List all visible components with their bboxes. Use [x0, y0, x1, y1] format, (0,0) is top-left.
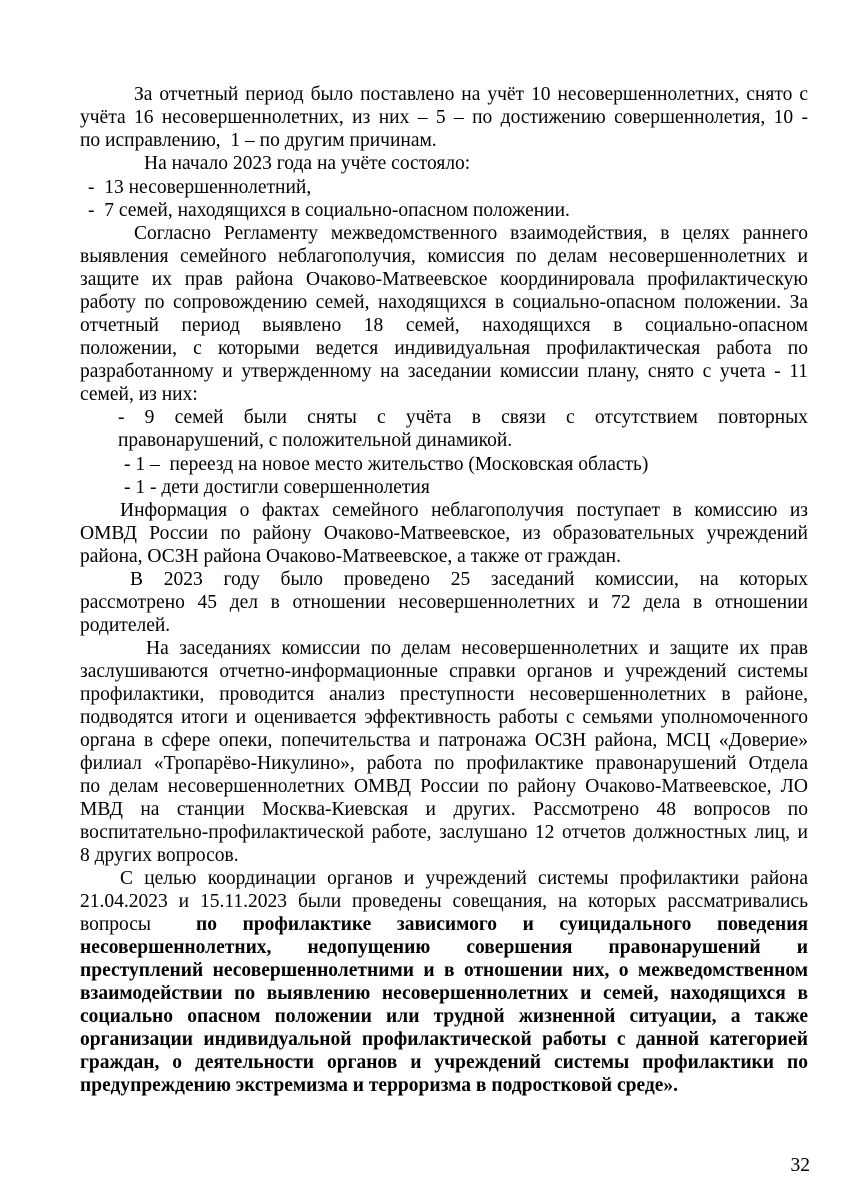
- text-line: заслушиваются отчетно-информационные справки органов и учреждений системы: [80, 661, 808, 682]
- text-line: учёта 16 несовершеннолетних, из них – 5 – по достижению совершеннолетия, 10 -: [80, 107, 808, 128]
- text-line: выявления семейного неблагополучия, комиссия по делам несовершеннолетних и: [80, 246, 808, 267]
- list-item: - 9 семей были сняты с учёта в связи с отсутствием повторных: [118, 407, 808, 428]
- text-line: МВД на станции Москва-Киевская и других. Рассмотрено 48 вопросов по: [80, 799, 808, 820]
- text-line: На заседаниях комиссии по делам несовершеннолетних и защите их прав: [146, 638, 808, 659]
- bold-text-line: по профилактике зависимого и суицидального поведения: [196, 914, 808, 935]
- text-line: Согласно Регламенту межведомственного взаимодействия, в целях раннего: [134, 223, 808, 244]
- text-line: района, ОСЗН района Очаково-Матвеевское, а также от граждан.: [80, 546, 621, 567]
- bold-text-line: предупреждению экстремизма и терроризма в подростковой среде».: [80, 1075, 678, 1096]
- bold-text-line: граждан, о деятельности органов и учреждений системы профилактики по: [80, 1052, 808, 1073]
- text-line: по делам несовершеннолетних ОМВД России по району Очаково-Матвеевское, ЛО: [80, 776, 808, 797]
- text-line: работу по сопровождению семей, находящихся в социально-опасном положении. За: [80, 292, 808, 313]
- text-line: положении, с которыми ведется индивидуальная профилактическая работа по: [80, 338, 808, 359]
- text-line: рассмотрено 45 дел в отношении несовершеннолетних и 72 дела в отношении: [80, 592, 808, 613]
- text-line: отчетный период выявлено 18 семей, находящихся в социально-опасном: [80, 315, 808, 336]
- list-item: - 1 – переезд на новое место жительство (Московская область): [124, 454, 649, 475]
- text-line: За отчетный период было поставлено на учёт 10 несовершеннолетних, снято с: [134, 84, 808, 105]
- text-line: вопросы: [80, 914, 152, 935]
- text-line: В 2023 году было проведено 25 заседаний комиссии, на которых: [130, 569, 808, 590]
- list-item: - 7 семей, находящихся в социально-опасном положении.: [88, 200, 570, 221]
- bold-text-line: социально опасном положении или трудной жизненной ситуации, а также: [80, 1006, 808, 1027]
- text-line: по исправлению, 1 – по другим причинам.: [80, 130, 437, 151]
- text-line: филиал «Тропарёво-Никулино», работа по профилактике правонарушений Отдела: [80, 753, 808, 774]
- text-line: воспитательно-профилактической работе, заслушано 12 отчетов должностных лиц, и: [80, 822, 808, 843]
- text-line: защите их прав района Очаково-Матвеевское координировала профилактическую: [80, 269, 808, 290]
- text-line: органа в сфере опеки, попечительства и патронажа ОСЗН района, МСЦ «Доверие»: [80, 730, 808, 751]
- text-line: 8 других вопросов.: [80, 845, 239, 866]
- bold-text-line: преступлений несовершеннолетними и в отношении них, о межведомственном: [80, 960, 808, 981]
- bold-text-line: несовершеннолетних, недопущению совершения правонарушений и: [80, 937, 808, 958]
- bold-text-line: организации индивидуальной профилактической работы с данной категорией: [80, 1029, 808, 1050]
- text-line: профилактики, проводится анализ преступности несовершеннолетних в районе,: [80, 684, 808, 705]
- text-line: семей, из них:: [80, 384, 198, 405]
- text-line: подводятся итоги и оценивается эффективность работы с семьями уполномоченного: [80, 707, 808, 728]
- page-number: 32: [790, 1155, 810, 1176]
- text-line: Информация о фактах семейного неблагополучия поступает в комиссию из: [120, 500, 808, 521]
- text-line: разработанному и утвержденному на заседании комиссии плану, снято с учета - 11: [80, 361, 808, 382]
- bold-text-line: взаимодействии по выявлению несовершеннолетних и семей, находящихся в: [80, 983, 808, 1004]
- text-line: На начало 2023 года на учёте состояло:: [144, 153, 471, 174]
- list-item: правонарушений, с положительной динамикой.: [118, 430, 513, 451]
- text-line: родителей.: [80, 615, 171, 636]
- list-item: - 13 несовершеннолетний,: [88, 177, 312, 198]
- list-item: - 1 - дети достигли совершеннолетия: [124, 477, 430, 498]
- text-line: 21.04.2023 и 15.11.2023 были проведены совещания, на которых рассматривались: [80, 891, 808, 912]
- text-line: С целью координации органов и учреждений системы профилактики района: [120, 868, 808, 889]
- text-line: ОМВД России по району Очаково-Матвеевское, из образовательных учреждений: [80, 523, 808, 544]
